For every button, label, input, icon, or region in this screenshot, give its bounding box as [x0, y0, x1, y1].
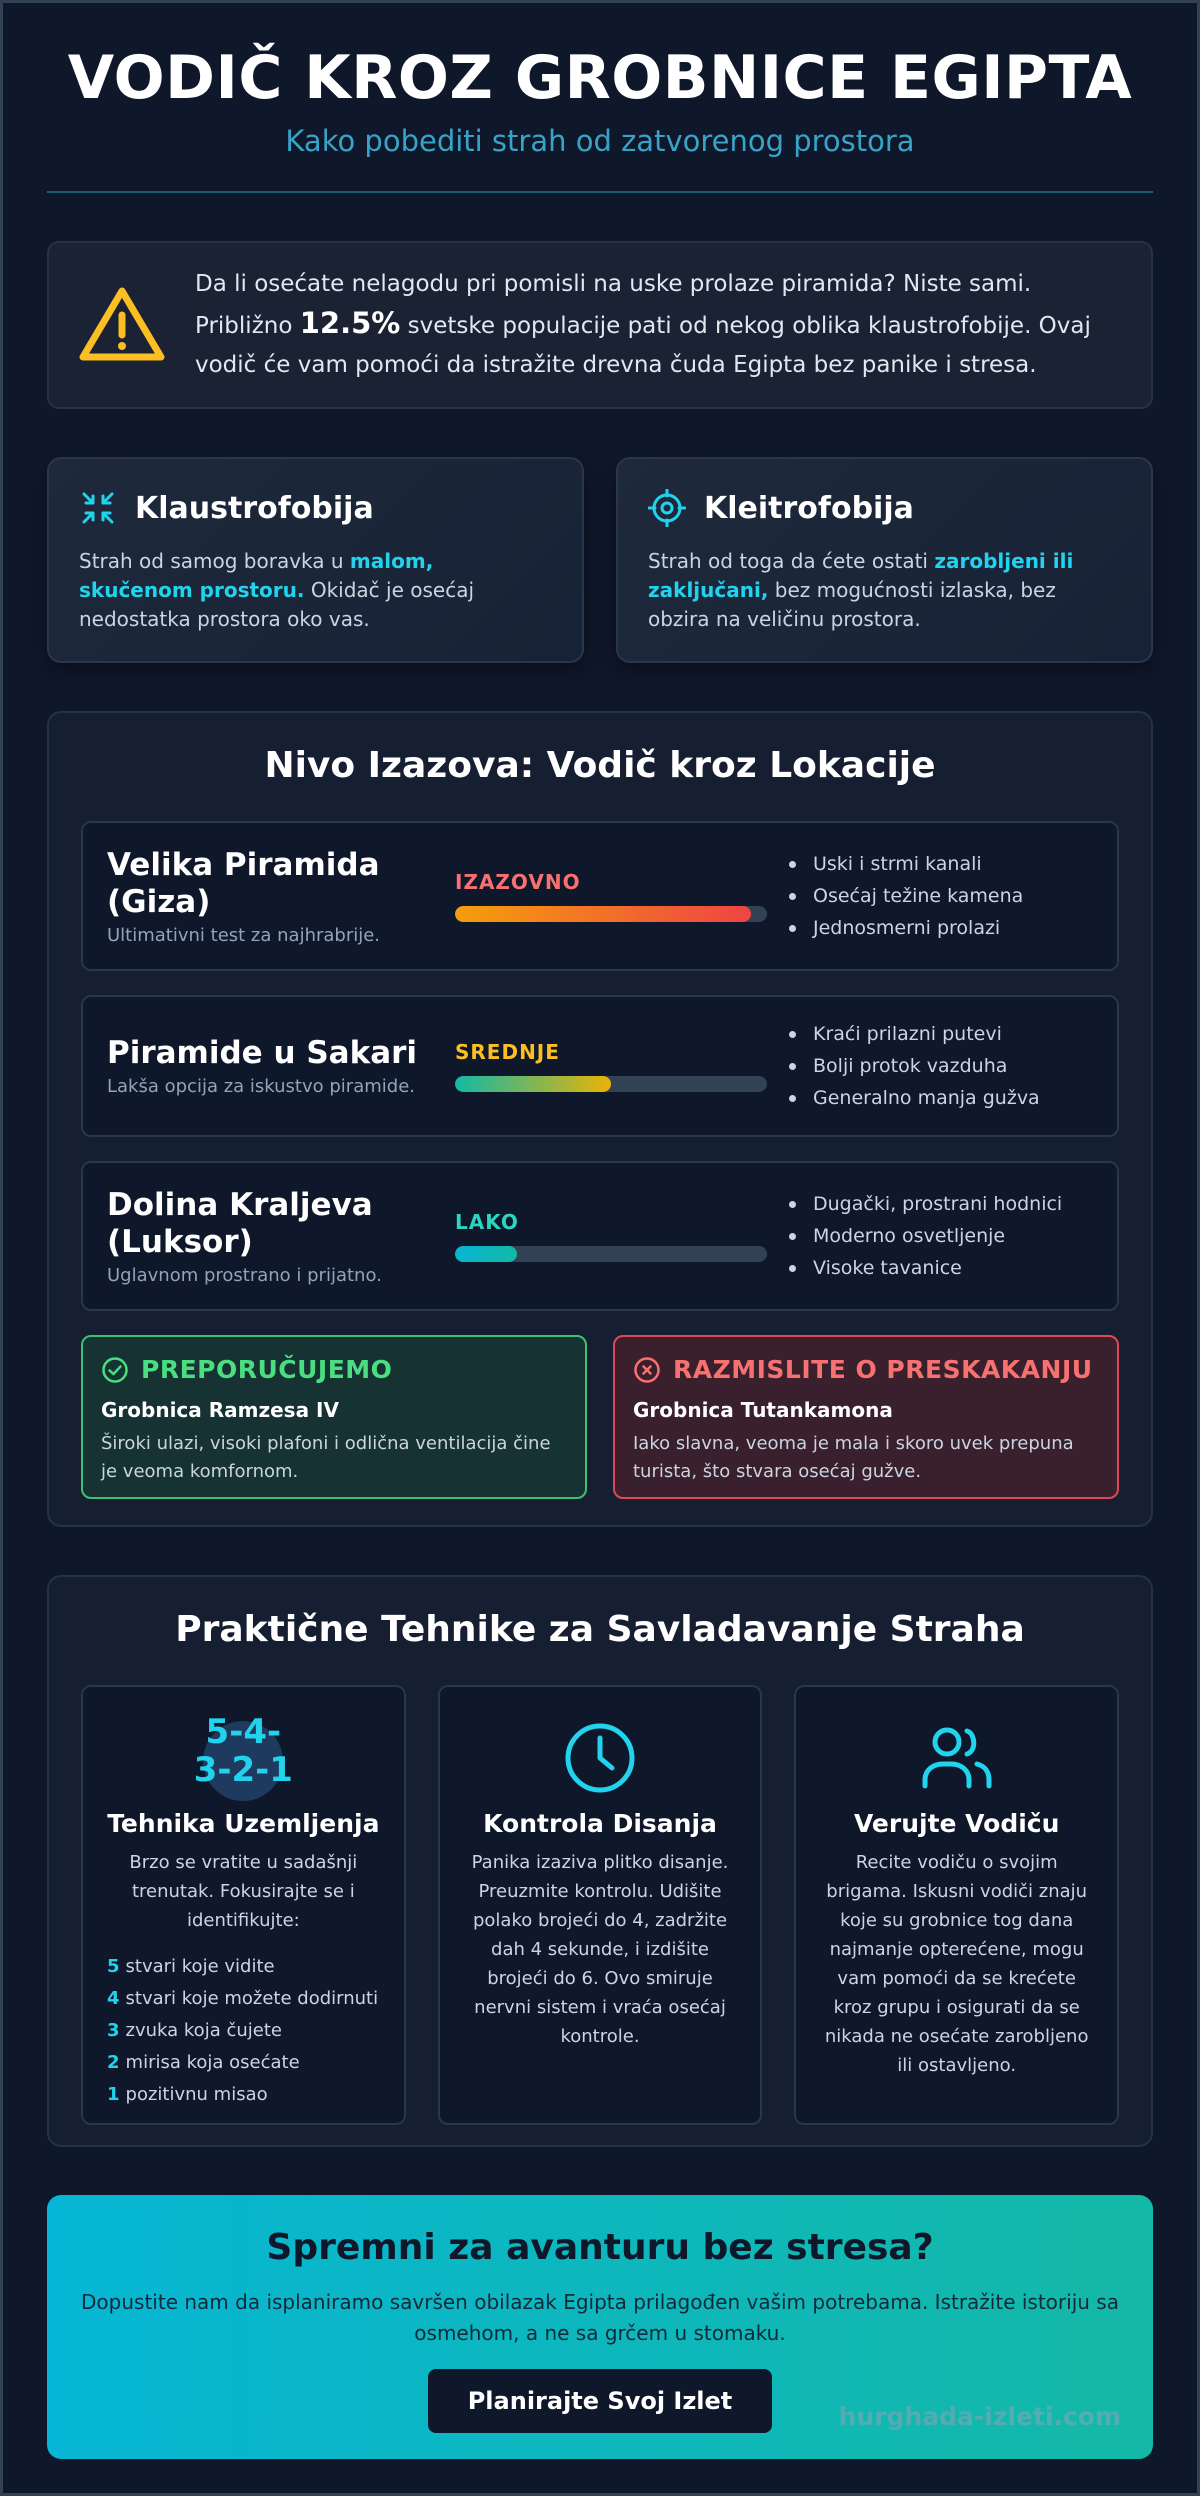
- technique-card-grounding: [81, 1685, 406, 2125]
- list-item: Jednosmerni prolazi: [789, 912, 1023, 944]
- locations-title: Nivo Izazova: Vodič kroz Lokacije: [264, 745, 936, 786]
- page-title: VODIČ KROZ GROBNICE EGIPTA: [67, 43, 1133, 113]
- list-item: Kraći prilazni putevi: [789, 1018, 1040, 1050]
- step-text: zvuka koja čujete: [125, 2020, 282, 2041]
- technique-text: Brzo se vratite u sadašnji trenutak. Fokusirajte se i identifikujte:: [129, 1852, 358, 1931]
- list-item: Generalno manja gužva: [789, 1082, 1040, 1114]
- cta-text: Dopustite nam da isplaniramo savršen obilazak Egipta prilagođen vašim potrebama. Istražite istoriju sa osmehom, a ne sa grčem u stomaku.: [81, 2290, 1119, 2345]
- warning-triangle-icon: [77, 285, 167, 365]
- phobias-row: [47, 457, 1153, 663]
- list-item: [107, 2047, 380, 2079]
- list-item: [107, 1951, 380, 1983]
- intro-text-after: svetske populacije pati od nekog oblika klaustrofobije. Ovaj vodič će vam pomoći da istražite drevna čuda Egipta bez panike i stresa.: [195, 313, 1091, 378]
- step-text: pozitivnu misao: [125, 2084, 268, 2105]
- challenge-bar-track: [455, 906, 767, 922]
- location-row-saqqara: [81, 995, 1119, 1137]
- recommendations-row: [81, 1335, 1119, 1499]
- phobia-text-after: bez mogućnosti izlaska, bez obzira na veličinu prostora.: [648, 578, 1056, 631]
- step-number: 2: [107, 2052, 120, 2073]
- step-number: 1: [107, 2084, 120, 2105]
- page-header: [47, 3, 1153, 159]
- location-desc: Lakša opcija za iskustvo piramide.: [107, 1076, 415, 1097]
- intro-text: [195, 265, 1123, 385]
- clock-icon: [560, 1718, 640, 1798]
- challenge-bar-fill: [455, 906, 751, 922]
- location-row-valley-of-kings: [81, 1161, 1119, 1311]
- techniques-title: Praktične Tehnike za Savladavanje Straha: [175, 1609, 1025, 1650]
- location-row-giza: [81, 821, 1119, 971]
- cta-title: Spremni za avanturu bez stresa?: [266, 2227, 934, 2268]
- phobia-text-before: Strah od samog boravka u: [79, 549, 344, 573]
- phobia-text-before: Strah od toga da ćete ostati: [648, 549, 928, 573]
- recommend-text: Široki ulazi, visoki plafoni i odlična ventilacija čine je veoma komfornom.: [101, 1433, 551, 1482]
- watermark: hurghada-izleti.com: [838, 2402, 1121, 2431]
- challenge-bar-fill: [455, 1076, 611, 1092]
- step-text: mirisa koja osećate: [125, 2052, 300, 2073]
- recommend-title: PREPORUČUJEMO: [141, 1355, 393, 1384]
- skip-text: Iako slavna, veoma je mala i skoro uvek prepuna turista, što stvara osećaj gužve.: [633, 1433, 1074, 1482]
- location-bullets: [789, 848, 1023, 944]
- skip-name: Grobnica Tutankamona: [633, 1398, 893, 1422]
- challenge-bar-track: [455, 1246, 767, 1262]
- location-name: Piramide u Sakari: [107, 1035, 418, 1071]
- challenge-level: LAKO: [455, 1210, 519, 1234]
- techniques-section: [47, 1575, 1153, 2147]
- list-item: [107, 2015, 380, 2047]
- location-desc: Uglavnom prostrano i prijatno.: [107, 1264, 382, 1286]
- location-bullets: [789, 1018, 1040, 1114]
- locations-section: [47, 711, 1153, 1527]
- list-item: Dugački, prostrani hodnici: [789, 1188, 1062, 1220]
- recommend-name: Grobnica Ramzesa IV: [101, 1398, 339, 1422]
- plan-trip-button[interactable]: Planirajte Svoj Izlet: [428, 2369, 773, 2433]
- technique-title: Verujte Vodiču: [853, 1809, 1060, 1838]
- list-item: Moderno osvetljenje: [789, 1220, 1062, 1252]
- challenge-level: SREDNJE: [455, 1040, 560, 1064]
- phobia-title: Kleitrofobija: [704, 490, 914, 526]
- techniques-row: [81, 1685, 1119, 2125]
- target-lock-icon: [648, 489, 686, 527]
- skip-card: [613, 1335, 1119, 1499]
- list-item: Osećaj težine kamena: [789, 880, 1023, 912]
- step-text: stvari koje možete dodirnuti: [125, 1988, 379, 2009]
- technique-card-guide: [794, 1685, 1119, 2125]
- location-name: Velika Piramida (Giza): [107, 846, 380, 920]
- compress-arrows-icon: [79, 489, 117, 527]
- technique-card-breathing: [438, 1685, 763, 2125]
- check-circle-icon: [101, 1356, 129, 1384]
- grounding-badge: 5-4-3-2-1: [193, 1712, 293, 1790]
- intro-card: [47, 241, 1153, 409]
- list-item: Bolji protok vazduha: [789, 1050, 1040, 1082]
- location-name: Dolina Kraljeva (Luksor): [107, 1186, 373, 1260]
- list-item: Uski i strmi kanali: [789, 848, 1023, 880]
- technique-title: Kontrola Disanja: [483, 1809, 717, 1838]
- recommend-card: [81, 1335, 587, 1499]
- step-text: stvari koje vidite: [125, 1956, 275, 1977]
- challenge-bar-fill: [455, 1246, 517, 1262]
- technique-text: Recite vodiču o svojim brigama. Iskusni vodiči znaju koje su grobnice tog dana najmanje opterećene, mogu vam pomoći da se krećete kroz grupu i osigurati da se nikada ne osećate zarobljeno ili ostavljeno.: [824, 1852, 1089, 2076]
- list-item: Visoke tavanice: [789, 1252, 1062, 1284]
- list-item: [107, 1983, 380, 2015]
- phobia-highlight: zarobljeni ili zaključani,: [648, 549, 1074, 602]
- x-circle-icon: [633, 1356, 661, 1384]
- phobia-card-cleithrophobia: [616, 457, 1153, 663]
- page-subtitle: Kako pobediti strah od zatvorenog prostora: [285, 124, 915, 158]
- phobia-text: [648, 547, 1121, 634]
- skip-title: RAZMISLITE O PRESKAKANJU: [673, 1355, 1093, 1384]
- cta-banner: [47, 2195, 1153, 2459]
- step-number: 3: [107, 2020, 120, 2041]
- grounding-steps: [107, 1951, 380, 2111]
- phobia-title: Klaustrofobija: [135, 490, 374, 526]
- intro-percent: 12.5%: [299, 306, 401, 340]
- phobia-card-claustrophobia: [47, 457, 584, 663]
- phobia-text: [79, 547, 552, 634]
- intro-text-before: Da li osećate nelagodu pri pomisli na uske prolaze piramida? Niste sami. Približno: [195, 271, 1032, 339]
- technique-title: Tehnika Uzemljenja: [107, 1809, 380, 1838]
- step-number: 4: [107, 1988, 120, 2009]
- phobia-text-after: Okidač je osećaj nedostatka prostora oko vas.: [79, 578, 475, 631]
- location-bullets: [789, 1188, 1062, 1284]
- challenge-level: IZAZOVNO: [455, 870, 581, 894]
- header-divider: [47, 191, 1153, 193]
- challenge-bar-track: [455, 1076, 767, 1092]
- list-item: [107, 2079, 380, 2111]
- phobia-highlight: malom, skučenom prostoru.: [79, 549, 434, 602]
- technique-text: Panika izaziva plitko disanje. Preuzmite kontrolu. Udišite polako brojeći do 4, zadržite dah 4 sekunde, i izdišite brojeći do 6. Ovo smiruje nervni sistem i vraća osećaj kontrole.: [471, 1852, 729, 2047]
- location-desc: Ultimativni test za najhrabrije.: [107, 924, 381, 946]
- step-number: 5: [107, 1956, 120, 1977]
- users-icon: [917, 1718, 997, 1798]
